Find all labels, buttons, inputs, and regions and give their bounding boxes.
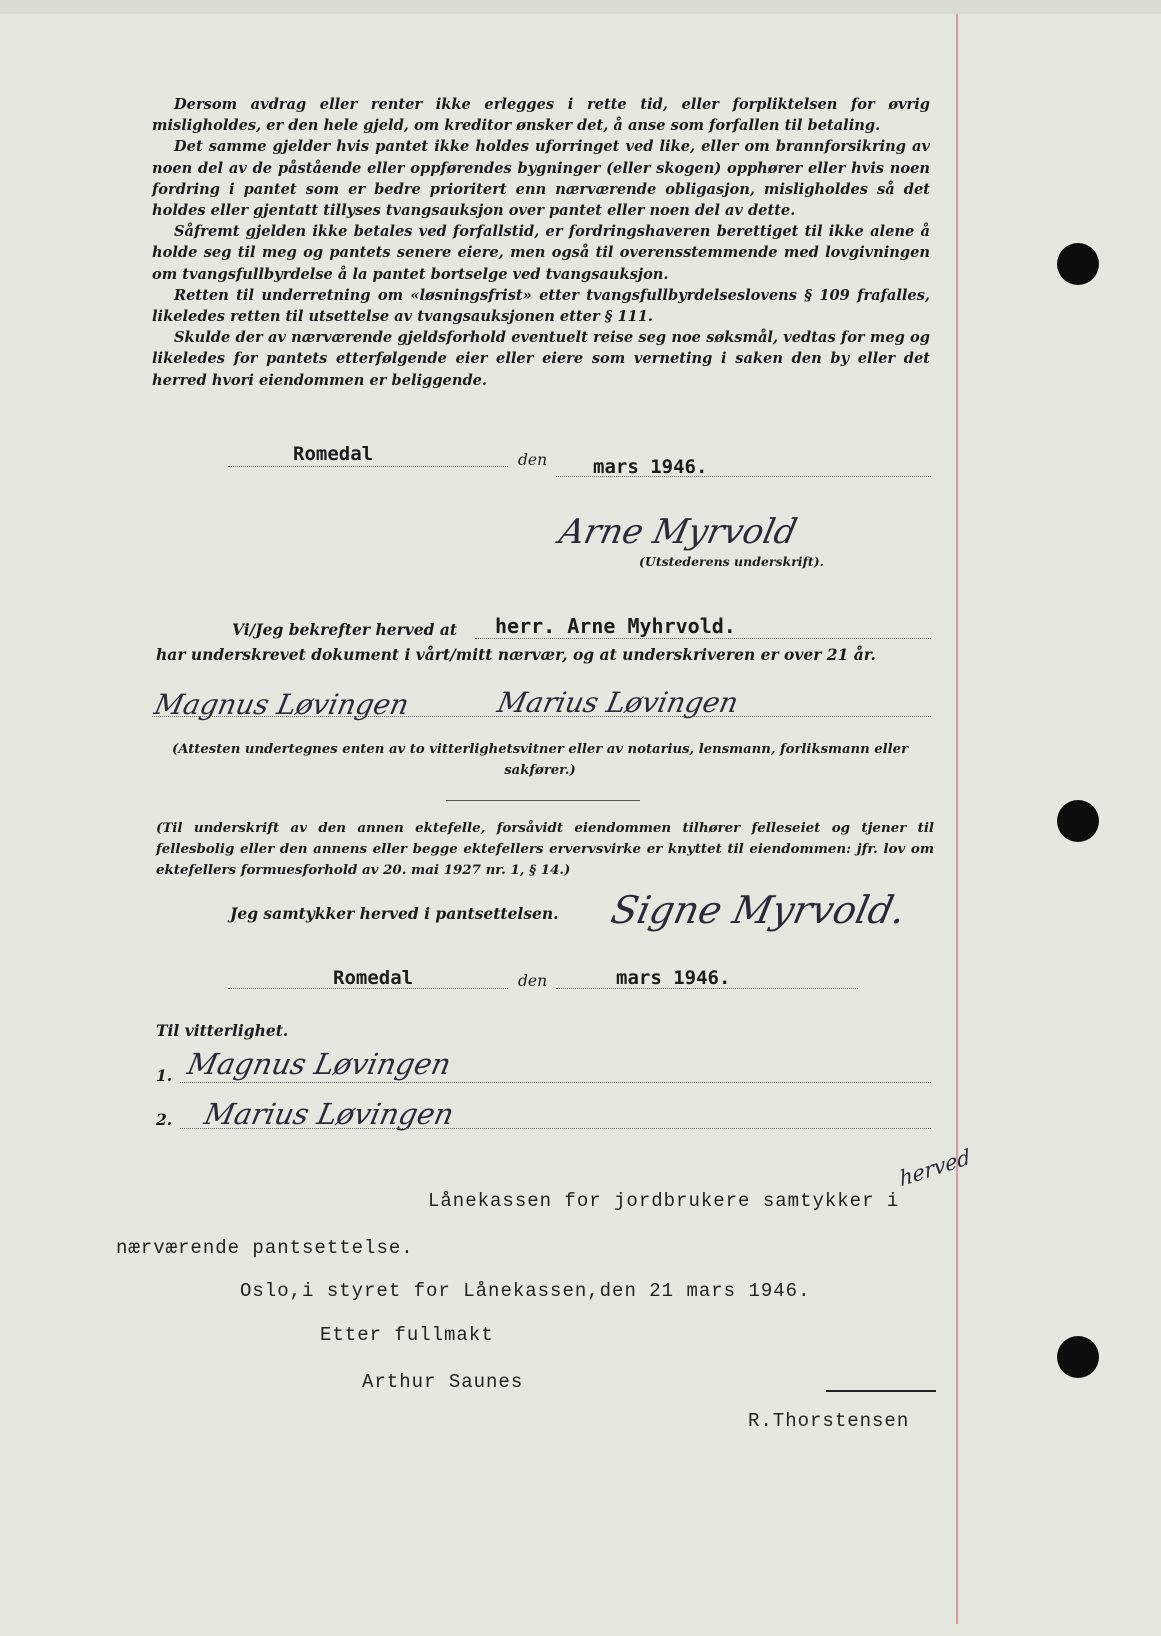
witnesses-heading: Til vitterlighet. <box>156 1021 289 1040</box>
attest-note: (Attesten undertegnes enten av to vitterlighetsvitner eller av notarius, lensmann, forliksmann eller sakfører.) <box>171 742 909 778</box>
witness-2-signature: Marius Løvingen <box>201 1097 457 1131</box>
separator-line <box>446 800 640 801</box>
witness-line2: har underskrevet dokument i vårt/mitt nærvær, og at underskriveren er over 21 år. <box>156 645 876 664</box>
clause-1: Dersom avdrag eller renter ikke erlegges i rette tid, eller forpliktelsen for øvrig misligholdes, er den hele gjeld, om kreditor ønsker det, å anse som forfallen til betaling. <box>152 96 930 135</box>
margin-rule <box>956 14 958 1624</box>
spouse-signature: Signe Myrvold. <box>607 888 910 932</box>
clause-5: Skulde der av nærværende gjeldsforhold eventuelt reise seg noe søksmål, vedtas for meg og likeledes for pantets etterfølgende eier eller eiere som verneting i saken den by eller det herred hvori eiendommen er beliggende. <box>152 329 930 389</box>
place-2: Romedal <box>333 967 414 989</box>
punch-hole-2 <box>1057 800 1099 842</box>
witness-1-signature: Magnus Løvingen <box>184 1047 455 1081</box>
witness-name-line <box>475 638 931 639</box>
date-1: mars 1946. <box>593 456 708 478</box>
witness-sign-line <box>152 716 931 717</box>
spouse-note: (Til underskrift av den annen ektefelle, forsåvidt eiendommen tilhører felleseiet og tjener til fellesbolig eller den annens eller begge ektefellers ervervsvirke er knyttet til eiendommen: jfr. lov om ektefellers formuesforhold av 20. mai 1927 nr. 1, § 14.) <box>156 820 934 878</box>
place-line-1 <box>228 466 508 467</box>
typed-line-4: Etter fullmakt <box>320 1324 494 1346</box>
typed-line-2: nærværende pantsettelse. <box>116 1237 414 1259</box>
consent-text: Jeg samtykker herved i pantsettelsen. <box>230 904 559 923</box>
witness-signature-2: Marius Løvingen <box>494 686 742 719</box>
punch-hole-3 <box>1057 1336 1099 1378</box>
handwritten-insert: herved <box>898 1144 972 1192</box>
punch-hole-1 <box>1057 243 1099 285</box>
witness-prefix: Vi/Jeg bekrefter herved at <box>232 620 458 639</box>
issuer-signature: Arne Myrvold <box>555 512 801 552</box>
terms-clauses <box>152 94 930 391</box>
issuer-caption: (Utstederens underskrift). <box>639 554 824 569</box>
witness-1-num: 1. <box>156 1066 173 1085</box>
page-top-edge <box>0 0 1161 14</box>
clause-2: Det samme gjelder hvis pantet ikke holdes uforringet ved like, eller om brannforsikring av noen del av de påstående eller oppførendes bygninger (eller skogen) opphører eller hvis noen fordring i pantet som er bedre prioritert enn nærværende obligasjon, misligholdes så det holdes eller gjentatt tillyses tvangsauksjon over pantet eller noen del av dette. <box>152 138 930 220</box>
clause-3: Såfremt gjelden ikke betales ved forfallstid, er fordringshaveren berettiget til ikke alene å holde seg til meg og pantets senere eiere, men også til overensstemmende med lovgivningen om tvangsfullbyrdelse å la pantet bortselge ved tvangsauksjon. <box>152 223 930 283</box>
typed-line-5: Arthur Saunes <box>362 1371 524 1393</box>
signature-dash <box>826 1390 936 1392</box>
witness-1-line <box>180 1082 931 1083</box>
witness-name: herr. Arne Myhrvold. <box>495 614 736 638</box>
den-label-2: den <box>518 972 548 990</box>
typed-line-1: Lånekassen for jordbrukere samtykker i <box>428 1190 900 1212</box>
clause-4: Retten til underretning om «løsningsfrist» etter tvangsfullbyrdelseslovens § 109 frafalles, likeledes retten til utsettelse av tvangsauksjonen etter § 111. <box>152 286 930 326</box>
den-label-1: den <box>518 451 548 469</box>
witness-signature-1: Magnus Løvingen <box>151 688 412 721</box>
typed-line-6: R.Thorstensen <box>748 1410 910 1432</box>
witness-2-line <box>180 1128 931 1129</box>
place-1: Romedal <box>293 443 374 465</box>
date-2: mars 1946. <box>616 967 731 989</box>
witness-2-num: 2. <box>156 1110 173 1129</box>
typed-line-3: Oslo,i styret for Lånekassen,den 21 mars 1946. <box>240 1280 811 1302</box>
